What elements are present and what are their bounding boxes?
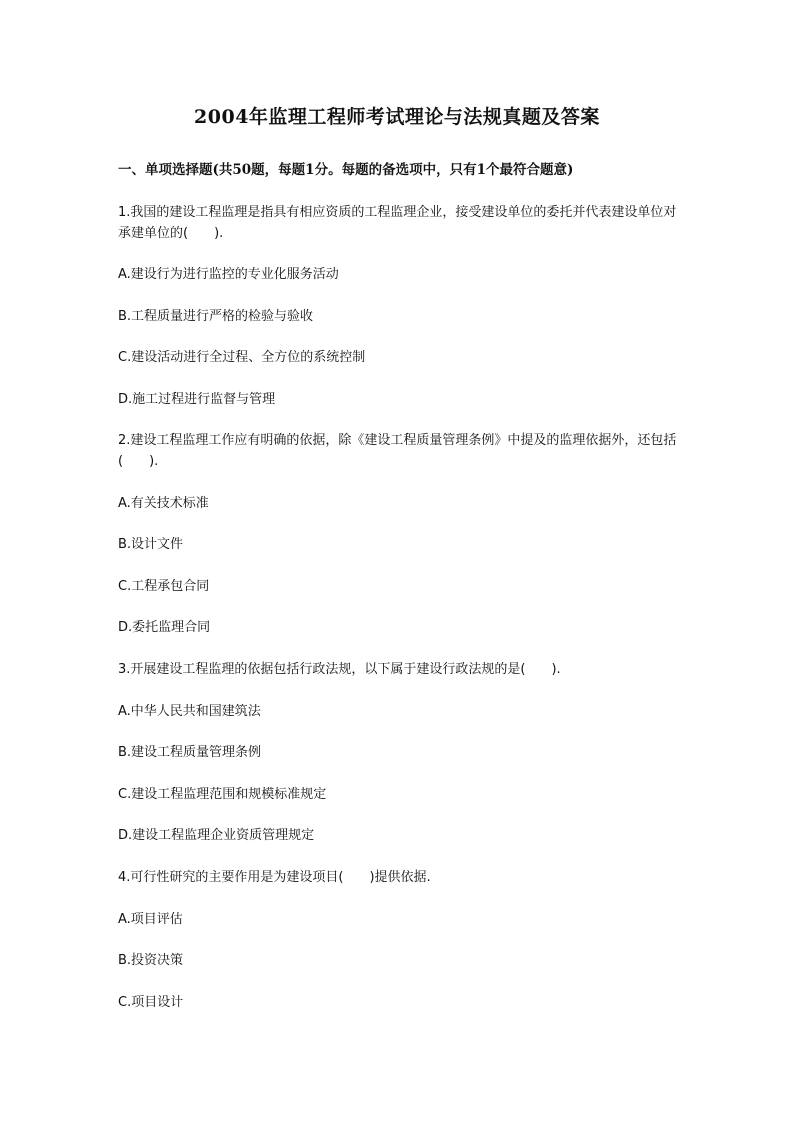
question-3-option-c: C.建设工程监理范围和规模标准规定 [118, 787, 327, 802]
question-4-stem: 4.可行性研究的主要作用是为建设项目( )提供依据. [118, 870, 431, 885]
question-1-option-d: D.施工过程进行监督与管理 [118, 392, 276, 407]
question-2-option-c: C.工程承包合同 [118, 579, 210, 594]
question-2-option-a: A.有关技术标准 [118, 496, 209, 511]
question-4-option-b: B.投资决策 [118, 953, 184, 968]
question-4-option-a: A.项目评估 [118, 912, 183, 927]
question-3-stem: 3.开展建设工程监理的依据包括行政法规，以下属于建设行政法规的是( ). [118, 662, 561, 677]
question-1-stem: 1.我国的建设工程监理是指具有相应资质的工程监理企业，接受建设单位的委托并代表建设单位对承建单位的( ). [118, 205, 677, 241]
question-3-option-d: D.建设工程监理企业资质管理规定 [118, 828, 315, 843]
question-3-option-b: B.建设工程质量管理条例 [118, 745, 262, 760]
question-2-option-d: D.委托监理合同 [118, 620, 211, 635]
question-1-option-c: C.建设活动进行全过程、全方位的系统控制 [118, 350, 366, 365]
question-4-option-c: C.项目设计 [118, 995, 184, 1010]
question-3-option-a: A.中华人民共和国建筑法 [118, 704, 261, 719]
document-title: 2004年监理工程师考试理论与法规真题及答案 [194, 106, 600, 128]
question-2-stem: 2.建设工程监理工作应有明确的依据，除《建设工程质量管理条例》中提及的监理依据外，还包括( ). [118, 433, 677, 469]
question-1-option-a: A.建设行为进行监控的专业化服务活动 [118, 267, 339, 282]
question-1-option-b: B.工程质量进行严格的检验与验收 [118, 309, 314, 324]
question-2-option-b: B.设计文件 [118, 537, 184, 552]
section-heading: 一、单项选择题(共50题，每题1分。每题的备选项中，只有1个最符合题意) [118, 162, 574, 178]
